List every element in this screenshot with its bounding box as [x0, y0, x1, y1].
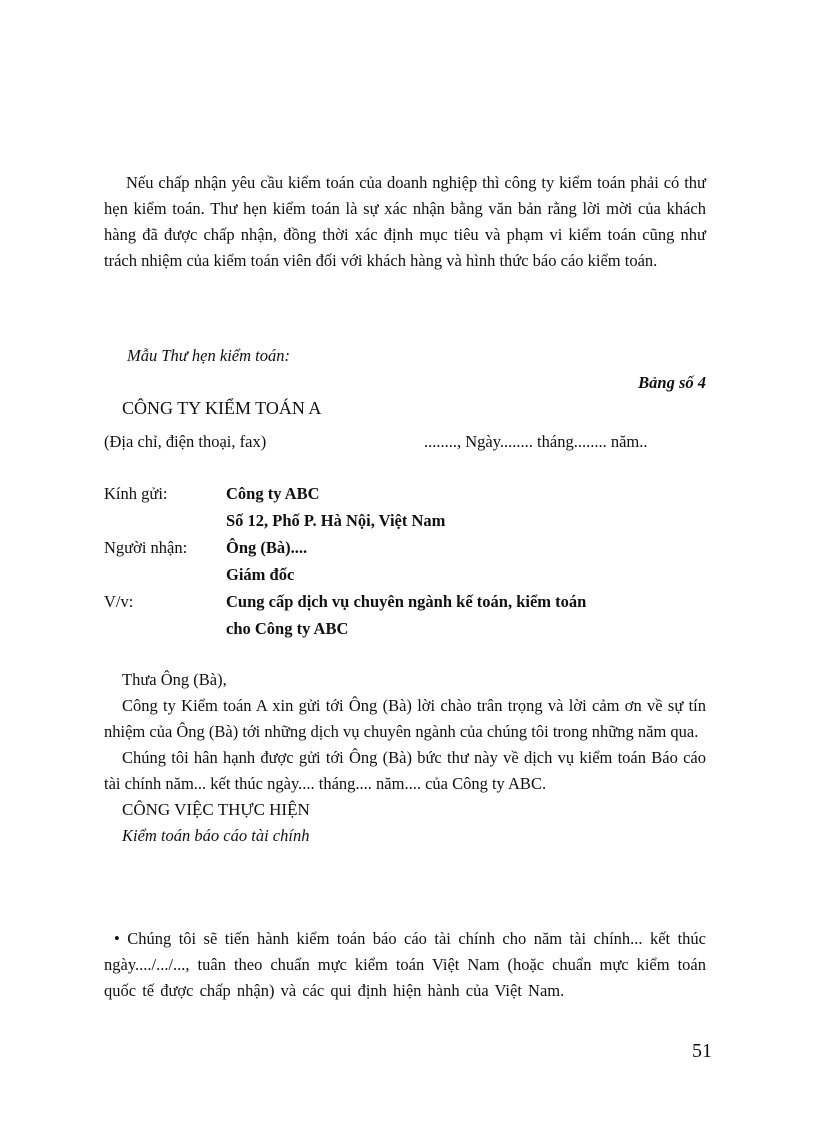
letter-body — [104, 667, 706, 849]
subheading: Kiểm toán báo cáo tài chính — [122, 826, 310, 845]
address-value: Số 12, Phố P. Hà Nội, Việt Nam — [226, 511, 446, 530]
address-value: Cung cấp dịch vụ chuyên ngành kế toán, kiểm toán — [226, 592, 587, 611]
bullet-text: Chúng tôi sẽ tiến hành kiểm toán báo cáo tài chính cho năm tài chính... kết thúc ngày..../.../..., tuân theo chuẩn mực kiểm toán Việt Nam (hoặc chuẩn mực kiểm toán quốc tế được chấp nhận) và các qui định hiện hành của Việt Nam. — [104, 929, 707, 1000]
address-value: Công ty ABC — [226, 484, 320, 503]
dateline: ........, Ngày........ tháng........ năm.. — [424, 432, 648, 451]
address-label — [104, 615, 226, 642]
bullet-icon: • — [114, 929, 120, 948]
address-row — [104, 588, 706, 615]
address-label — [104, 507, 226, 534]
greeting: Thưa Ông (Bà), — [122, 670, 227, 689]
address-label — [104, 561, 226, 588]
paragraph-1: Công ty Kiểm toán A xin gửi tới Ông (Bà) lời chào trân trọng và lời cảm ơn về sự tín nhiệm của Ông (Bà) tới những dịch vụ chuyên ngành của chúng tôi trong những năm qua. — [104, 696, 706, 741]
address-row — [104, 534, 706, 561]
table-number: Bảng số 4 — [638, 373, 706, 392]
address-label: V/v: — [104, 592, 134, 611]
address-row — [104, 507, 706, 534]
company-name: CÔNG TY KIỂM TOÁN A — [122, 398, 322, 418]
section-heading: CÔNG VIỆC THỰC HIỆN — [122, 800, 310, 819]
address-value: Ông (Bà).... — [226, 538, 308, 557]
address-label: Kính gửi: — [104, 484, 168, 503]
paragraph-2: Chúng tôi hân hạnh được gửi tới Ông (Bà) bức thư này về dịch vụ kiểm toán Báo cáo tài chính năm... kết thúc ngày.... tháng.... năm.... của Công ty ABC. — [104, 748, 706, 793]
address-row — [104, 561, 706, 588]
page-number: 51 — [692, 1040, 712, 1062]
address-row — [104, 480, 706, 507]
template-caption: Mẫu Thư hẹn kiểm toán: — [127, 346, 290, 365]
intro-paragraph: Nếu chấp nhận yêu cầu kiểm toán của doanh nghiệp thì công ty kiểm toán phải có thư hẹn kiểm toán. Thư hẹn kiểm toán là sự xác nhận bằng văn bản rằng lời mời của khách hàng đã được chấp nhận, đồng thời xác định mục tiêu và phạm vi kiểm toán cũng như trách nhiệm của kiểm toán viên đối với khách hàng và hình thức báo cáo kiểm toán. — [104, 173, 706, 270]
address-label: Người nhận: — [104, 538, 188, 557]
address-row — [104, 615, 706, 642]
company-contact: (Địa chỉ, điện thoại, fax) — [104, 432, 267, 451]
address-value: cho Công ty ABC — [226, 619, 349, 638]
bullet-paragraph — [104, 926, 706, 1004]
address-block — [104, 480, 706, 642]
address-value: Giám đốc — [226, 565, 295, 584]
